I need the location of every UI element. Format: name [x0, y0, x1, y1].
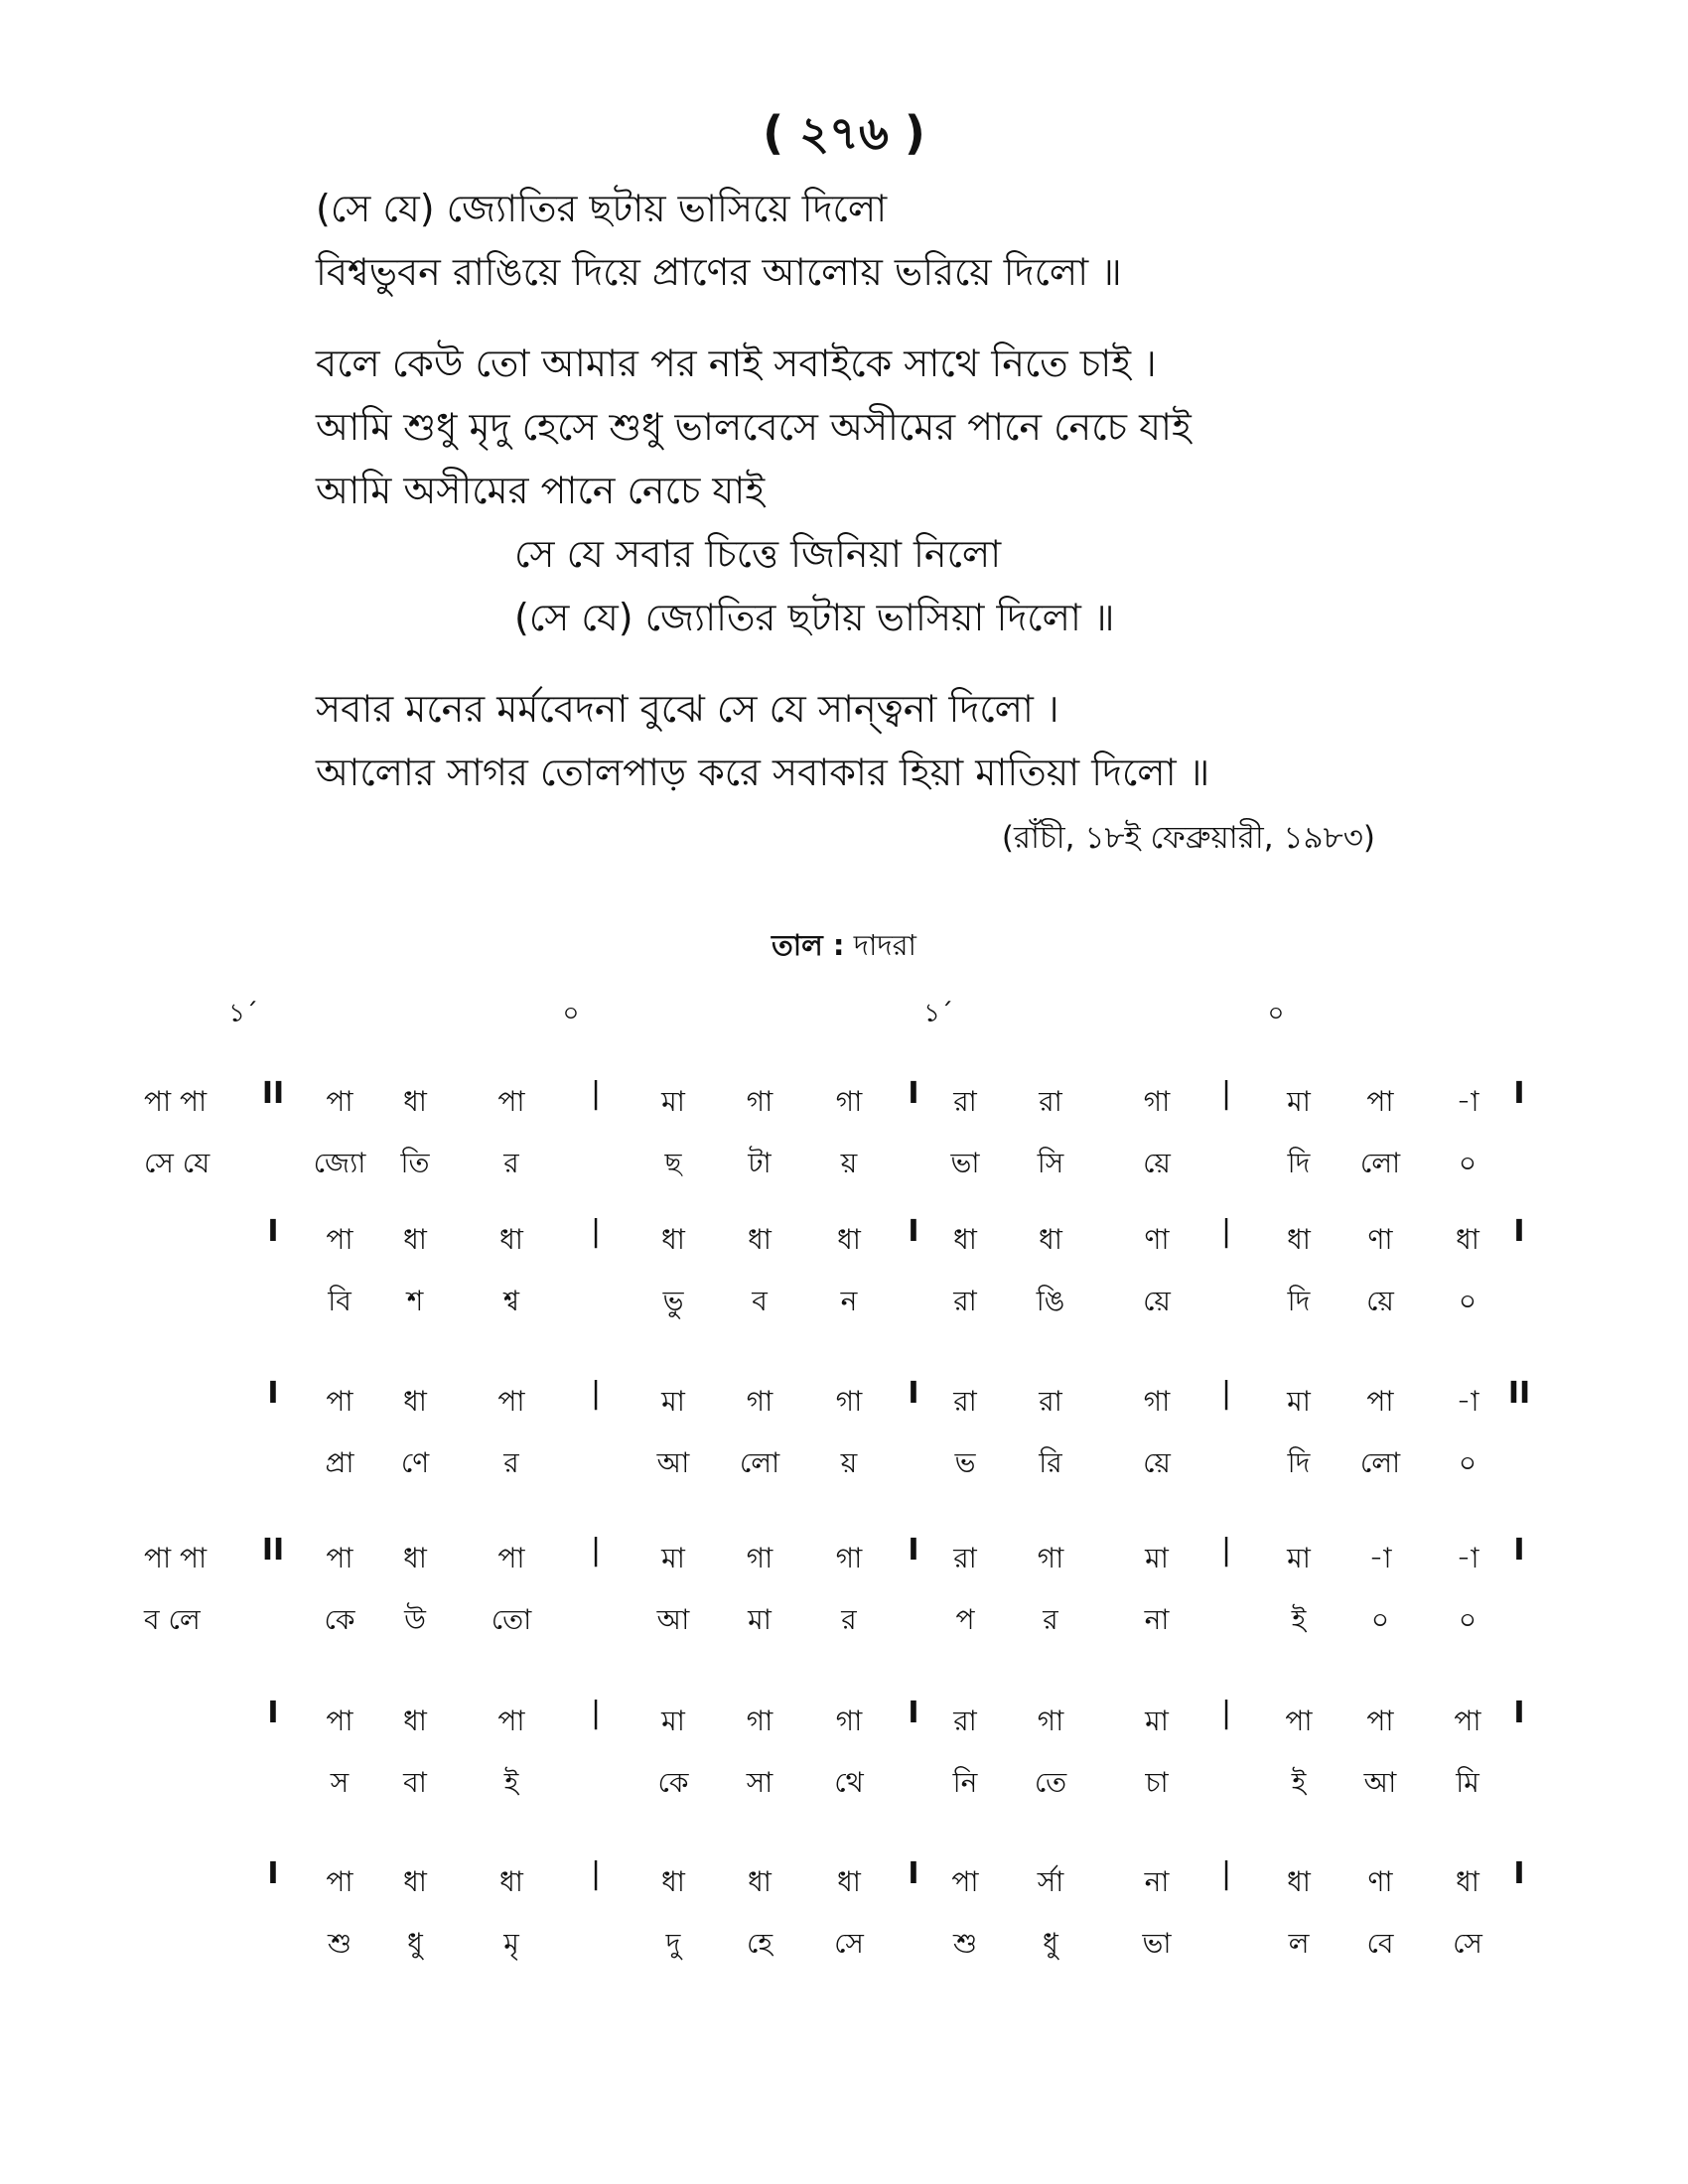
lyric-line: (সে যে) জ্যোতির ছটায় ভাসিয়া দিলো ॥: [514, 596, 1115, 639]
lyric-syllable: সে: [834, 1927, 864, 1960]
lyric-syllable: দি: [1287, 1147, 1311, 1179]
beat-bar: |: [1220, 1376, 1232, 1411]
swar-note: ধা: [499, 1223, 523, 1256]
lyric-syllable: কে: [324, 1603, 355, 1636]
swar-note: গা: [746, 1705, 774, 1737]
swar-note: ধা: [1039, 1223, 1062, 1256]
swar-note: গা: [1037, 1542, 1064, 1574]
lyric-line: বিশ্বভুবন রাঙিয়ে দিয়ে প্রাণের আলোয় ভরিয়ে দিলো ॥: [316, 250, 1122, 294]
lyric-syllable: ই: [503, 1766, 519, 1799]
swar-note: পা: [1454, 1705, 1481, 1737]
lyric-syllable: র: [503, 1446, 519, 1479]
swar-note: গা: [1037, 1705, 1064, 1737]
lyric-line: আলোর সাগর তোলপাড় করে সবাকার হিয়া মাতিয়া দিলো ॥: [316, 751, 1210, 794]
swar-note: ধা: [1287, 1223, 1311, 1256]
lyric-syllable: ০: [1458, 1603, 1477, 1636]
swar-note: ধা: [748, 1865, 772, 1898]
swar-note: ধা: [837, 1223, 861, 1256]
lyric-syllable: ধু: [1043, 1927, 1058, 1960]
lyric-syllable: ভ: [954, 1446, 976, 1479]
lyric-syllable: স: [330, 1766, 350, 1799]
swar-note: -া: [1456, 1385, 1479, 1418]
lyric-syllable: শু: [952, 1927, 978, 1960]
swar-note: মা: [1287, 1085, 1311, 1118]
lyric-syllable: র: [1043, 1603, 1058, 1636]
close-bar: I: [1513, 1696, 1525, 1730]
lyric-syllable: য়ে: [1143, 1147, 1171, 1179]
lyric-syllable: প্রা: [325, 1446, 354, 1479]
swar-note: ধা: [1456, 1223, 1479, 1256]
lyric-syllable: মা: [748, 1603, 772, 1636]
lyric-syllable: র: [841, 1603, 857, 1636]
lyric-syllable: আ: [656, 1603, 690, 1636]
beat-mark: ১´: [228, 999, 258, 1028]
swar-note: রা: [953, 1385, 977, 1418]
swar-note: রা: [953, 1542, 977, 1574]
lyric-syllable: উ: [404, 1603, 426, 1636]
close-bar: I: [1513, 1214, 1525, 1249]
beat-bar: |: [590, 1214, 602, 1249]
lyric-syllable: ভু: [662, 1285, 684, 1317]
swar-note: রা: [953, 1085, 977, 1118]
lyric-syllable: য়ে: [1143, 1285, 1171, 1317]
lyric-syllable: ণে: [400, 1446, 430, 1479]
swar-note: পা: [326, 1385, 353, 1418]
beat-bar: |: [1220, 1533, 1232, 1568]
open-bar: I: [267, 1856, 279, 1891]
swar-note: পা: [497, 1705, 525, 1737]
swar-note: মা: [661, 1085, 685, 1118]
swar-note: পা: [326, 1085, 353, 1118]
swar-note: ধা: [661, 1223, 685, 1256]
lyric-syllable: ই: [1291, 1603, 1307, 1636]
lyric-syllable: ০: [1370, 1603, 1390, 1636]
swar-note: মা: [1287, 1542, 1311, 1574]
swar-note: -া: [1456, 1085, 1479, 1118]
swar-note: ণা: [1367, 1865, 1393, 1898]
swar-note: মা: [1287, 1385, 1311, 1418]
lyric-syllable: দি: [1287, 1285, 1311, 1317]
lyric-syllable: য়: [840, 1147, 858, 1179]
swar-note: পা: [497, 1385, 525, 1418]
source-note: (রাঁচী, ১৮ই ফেব্রুয়ারী, ১৯৮৩): [1001, 820, 1375, 856]
swar-note: রা: [953, 1705, 977, 1737]
swar-note: রা: [1039, 1085, 1062, 1118]
beat-bar: |: [1220, 1856, 1232, 1891]
lyric-syllable: জ্যো: [313, 1147, 366, 1179]
lyric-syllable: লো: [739, 1446, 780, 1479]
lyric-syllable: র: [503, 1147, 519, 1179]
swar-note: ধা: [1456, 1865, 1479, 1898]
swar-note: ণা: [1144, 1223, 1170, 1256]
open-bar: I: [267, 1696, 279, 1730]
lyric-syllable: রা: [953, 1285, 977, 1317]
beat-bar: I: [908, 1214, 919, 1249]
swar-note: -া: [1368, 1542, 1392, 1574]
swar-note: ধা: [403, 1705, 427, 1737]
swar-note: মা: [661, 1542, 685, 1574]
lead-lyric: সে যে: [144, 1147, 211, 1179]
lyric-syllable: আ: [656, 1446, 690, 1479]
lyric-syllable: সা: [746, 1766, 774, 1799]
lyric-syllable: য়: [840, 1446, 858, 1479]
lyric-line: সবার মনের মর্মবেদনা বুঝে সে যে সান্ত্বনা দিলো ।: [316, 687, 1059, 731]
lyric-syllable: দু: [665, 1927, 681, 1960]
open-bar: II: [261, 1533, 285, 1568]
beat-bar: |: [590, 1533, 602, 1568]
open-bar: I: [267, 1376, 279, 1411]
taal-label: তাল :: [772, 928, 845, 962]
lyric-syllable: তি: [400, 1147, 430, 1179]
lyric-syllable: প: [955, 1603, 975, 1636]
lyric-syllable: ভা: [950, 1147, 980, 1179]
beat-bar: I: [908, 1533, 919, 1568]
lyric-line: আমি অসীমের পানে নেচে যাই: [316, 469, 766, 512]
swar-note: গা: [746, 1085, 774, 1118]
beat-bar: |: [1220, 1214, 1232, 1249]
swar-note: মা: [1145, 1705, 1169, 1737]
lyric-line: (সে যে) জ্যোতির ছটায় ভাসিয়ে দিলো: [316, 187, 888, 230]
lyric-syllable: নি: [952, 1766, 978, 1799]
taal-name: দাদরা: [853, 928, 916, 962]
open-bar: I: [267, 1214, 279, 1249]
lyric-syllable: মি: [1456, 1766, 1479, 1799]
swar-note: ধা: [661, 1865, 685, 1898]
beat-bar: |: [590, 1076, 602, 1111]
swar-note: ধা: [403, 1085, 427, 1118]
lyric-syllable: য়ে: [1366, 1285, 1394, 1317]
lyric-syllable: ব: [752, 1285, 768, 1317]
beat-bar: |: [590, 1696, 602, 1730]
swar-note: গা: [835, 1705, 863, 1737]
lyric-syllable: ০: [1458, 1285, 1477, 1317]
swar-note: ধা: [837, 1865, 861, 1898]
lyric-syllable: ধু: [407, 1927, 423, 1960]
lyric-syllable: রি: [1039, 1446, 1062, 1479]
lyric-syllable: ঙি: [1036, 1285, 1065, 1317]
lyric-syllable: না: [1144, 1603, 1170, 1636]
swar-note: না: [1144, 1865, 1170, 1898]
beat-bar: I: [908, 1376, 919, 1411]
lyric-syllable: ০: [1458, 1446, 1477, 1479]
lyric-syllable: শ্ব: [503, 1285, 519, 1317]
lyric-syllable: লো: [1359, 1147, 1401, 1179]
lyric-syllable: দি: [1287, 1446, 1311, 1479]
lead-lyric: ব লে: [144, 1603, 201, 1636]
beat-bar: |: [1220, 1076, 1232, 1111]
swar-note: পা: [1285, 1705, 1313, 1737]
lyric-syllable: শু: [327, 1927, 352, 1960]
swar-note: মা: [661, 1705, 685, 1737]
lyric-syllable: তে: [1034, 1766, 1067, 1799]
lyric-syllable: ০: [1458, 1147, 1477, 1179]
lyric-syllable: সে: [1453, 1927, 1482, 1960]
swar-note: গা: [835, 1385, 863, 1418]
lead-swar: পা পা: [144, 1085, 208, 1118]
swar-note: ধা: [499, 1865, 523, 1898]
lyric-syllable: য়ে: [1143, 1446, 1171, 1479]
swar-note: পা: [326, 1223, 353, 1256]
beat-bar: I: [908, 1076, 919, 1111]
beat-bar: I: [908, 1856, 919, 1891]
close-bar: II: [1507, 1376, 1531, 1411]
lyric-syllable: ল: [1288, 1927, 1310, 1960]
lyric-syllable: শ: [406, 1285, 424, 1317]
lyric-syllable: থে: [834, 1766, 864, 1799]
close-bar: I: [1513, 1076, 1525, 1111]
lyric-syllable: মৃ: [503, 1927, 519, 1960]
lyric-syllable: বে: [1366, 1927, 1394, 1960]
swar-note: ধা: [953, 1223, 977, 1256]
lyric-syllable: বা: [403, 1766, 427, 1799]
swar-note: পা: [1366, 1085, 1394, 1118]
swar-note: গা: [746, 1542, 774, 1574]
swar-note: গা: [1143, 1085, 1171, 1118]
beat-bar: |: [590, 1376, 602, 1411]
swar-note: পা: [1366, 1385, 1394, 1418]
swar-note: রা: [1039, 1385, 1062, 1418]
lyric-line: আমি শুধু মৃদু হেসে শুধু ভালবেসে অসীমের পানে নেচে যাই: [316, 405, 1192, 449]
lyric-syllable: টা: [748, 1147, 772, 1179]
lyric-syllable: ন: [840, 1285, 858, 1317]
swar-note: ধা: [403, 1542, 427, 1574]
swar-note: পা: [497, 1085, 525, 1118]
beat-bar: |: [1220, 1696, 1232, 1730]
swar-note: পা: [497, 1542, 525, 1574]
lyric-syllable: বি: [328, 1285, 352, 1317]
swar-note: পা: [326, 1865, 353, 1898]
swar-note: -া: [1456, 1542, 1479, 1574]
swar-note: গা: [1143, 1385, 1171, 1418]
swar-note: মা: [1145, 1542, 1169, 1574]
lyric-line: বলে কেউ তো আমার পর নাই সবাইকে সাথে নিতে চাই ।: [316, 341, 1157, 385]
lyric-syllable: ভা: [1142, 1927, 1172, 1960]
lyric-syllable: তো: [491, 1603, 532, 1636]
lyric-syllable: ছ: [664, 1147, 682, 1179]
beat-mark: ০: [1267, 999, 1285, 1028]
close-bar: I: [1513, 1856, 1525, 1891]
swar-note: পা: [1366, 1705, 1394, 1737]
lyric-syllable: ই: [1291, 1766, 1307, 1799]
swar-note: পা: [951, 1865, 979, 1898]
swar-note: পা: [326, 1705, 353, 1737]
swar-note: ধা: [403, 1223, 427, 1256]
swar-note: ণা: [1367, 1223, 1393, 1256]
lyric-syllable: আ: [1363, 1766, 1397, 1799]
lead-swar: পা পা: [144, 1542, 208, 1574]
lyric-syllable: কে: [657, 1766, 689, 1799]
swar-note: গা: [835, 1085, 863, 1118]
swar-note: ধা: [403, 1865, 427, 1898]
beat-mark: ১´: [923, 999, 953, 1028]
swar-note: গা: [835, 1542, 863, 1574]
beat-bar: I: [908, 1696, 919, 1730]
beat-mark: ০: [562, 999, 580, 1028]
lyric-line: সে যে সবার চিত্তে জিনিয়া নিলো: [514, 532, 1002, 576]
swar-note: গা: [746, 1385, 774, 1418]
swar-note: ধা: [748, 1223, 772, 1256]
swar-note: ধা: [403, 1385, 427, 1418]
lyric-syllable: হে: [746, 1927, 774, 1960]
swar-note: র্সা: [1037, 1865, 1064, 1898]
page-number: ( ২৭৬ ): [763, 106, 925, 160]
beat-bar: |: [590, 1856, 602, 1891]
lyric-syllable: লো: [1359, 1446, 1401, 1479]
swar-note: পা: [326, 1542, 353, 1574]
swar-note: মা: [661, 1385, 685, 1418]
lyric-syllable: সি: [1037, 1147, 1064, 1179]
swar-note: ধা: [1287, 1865, 1311, 1898]
close-bar: I: [1513, 1533, 1525, 1568]
lyric-syllable: চা: [1145, 1766, 1169, 1799]
open-bar: II: [261, 1076, 285, 1111]
